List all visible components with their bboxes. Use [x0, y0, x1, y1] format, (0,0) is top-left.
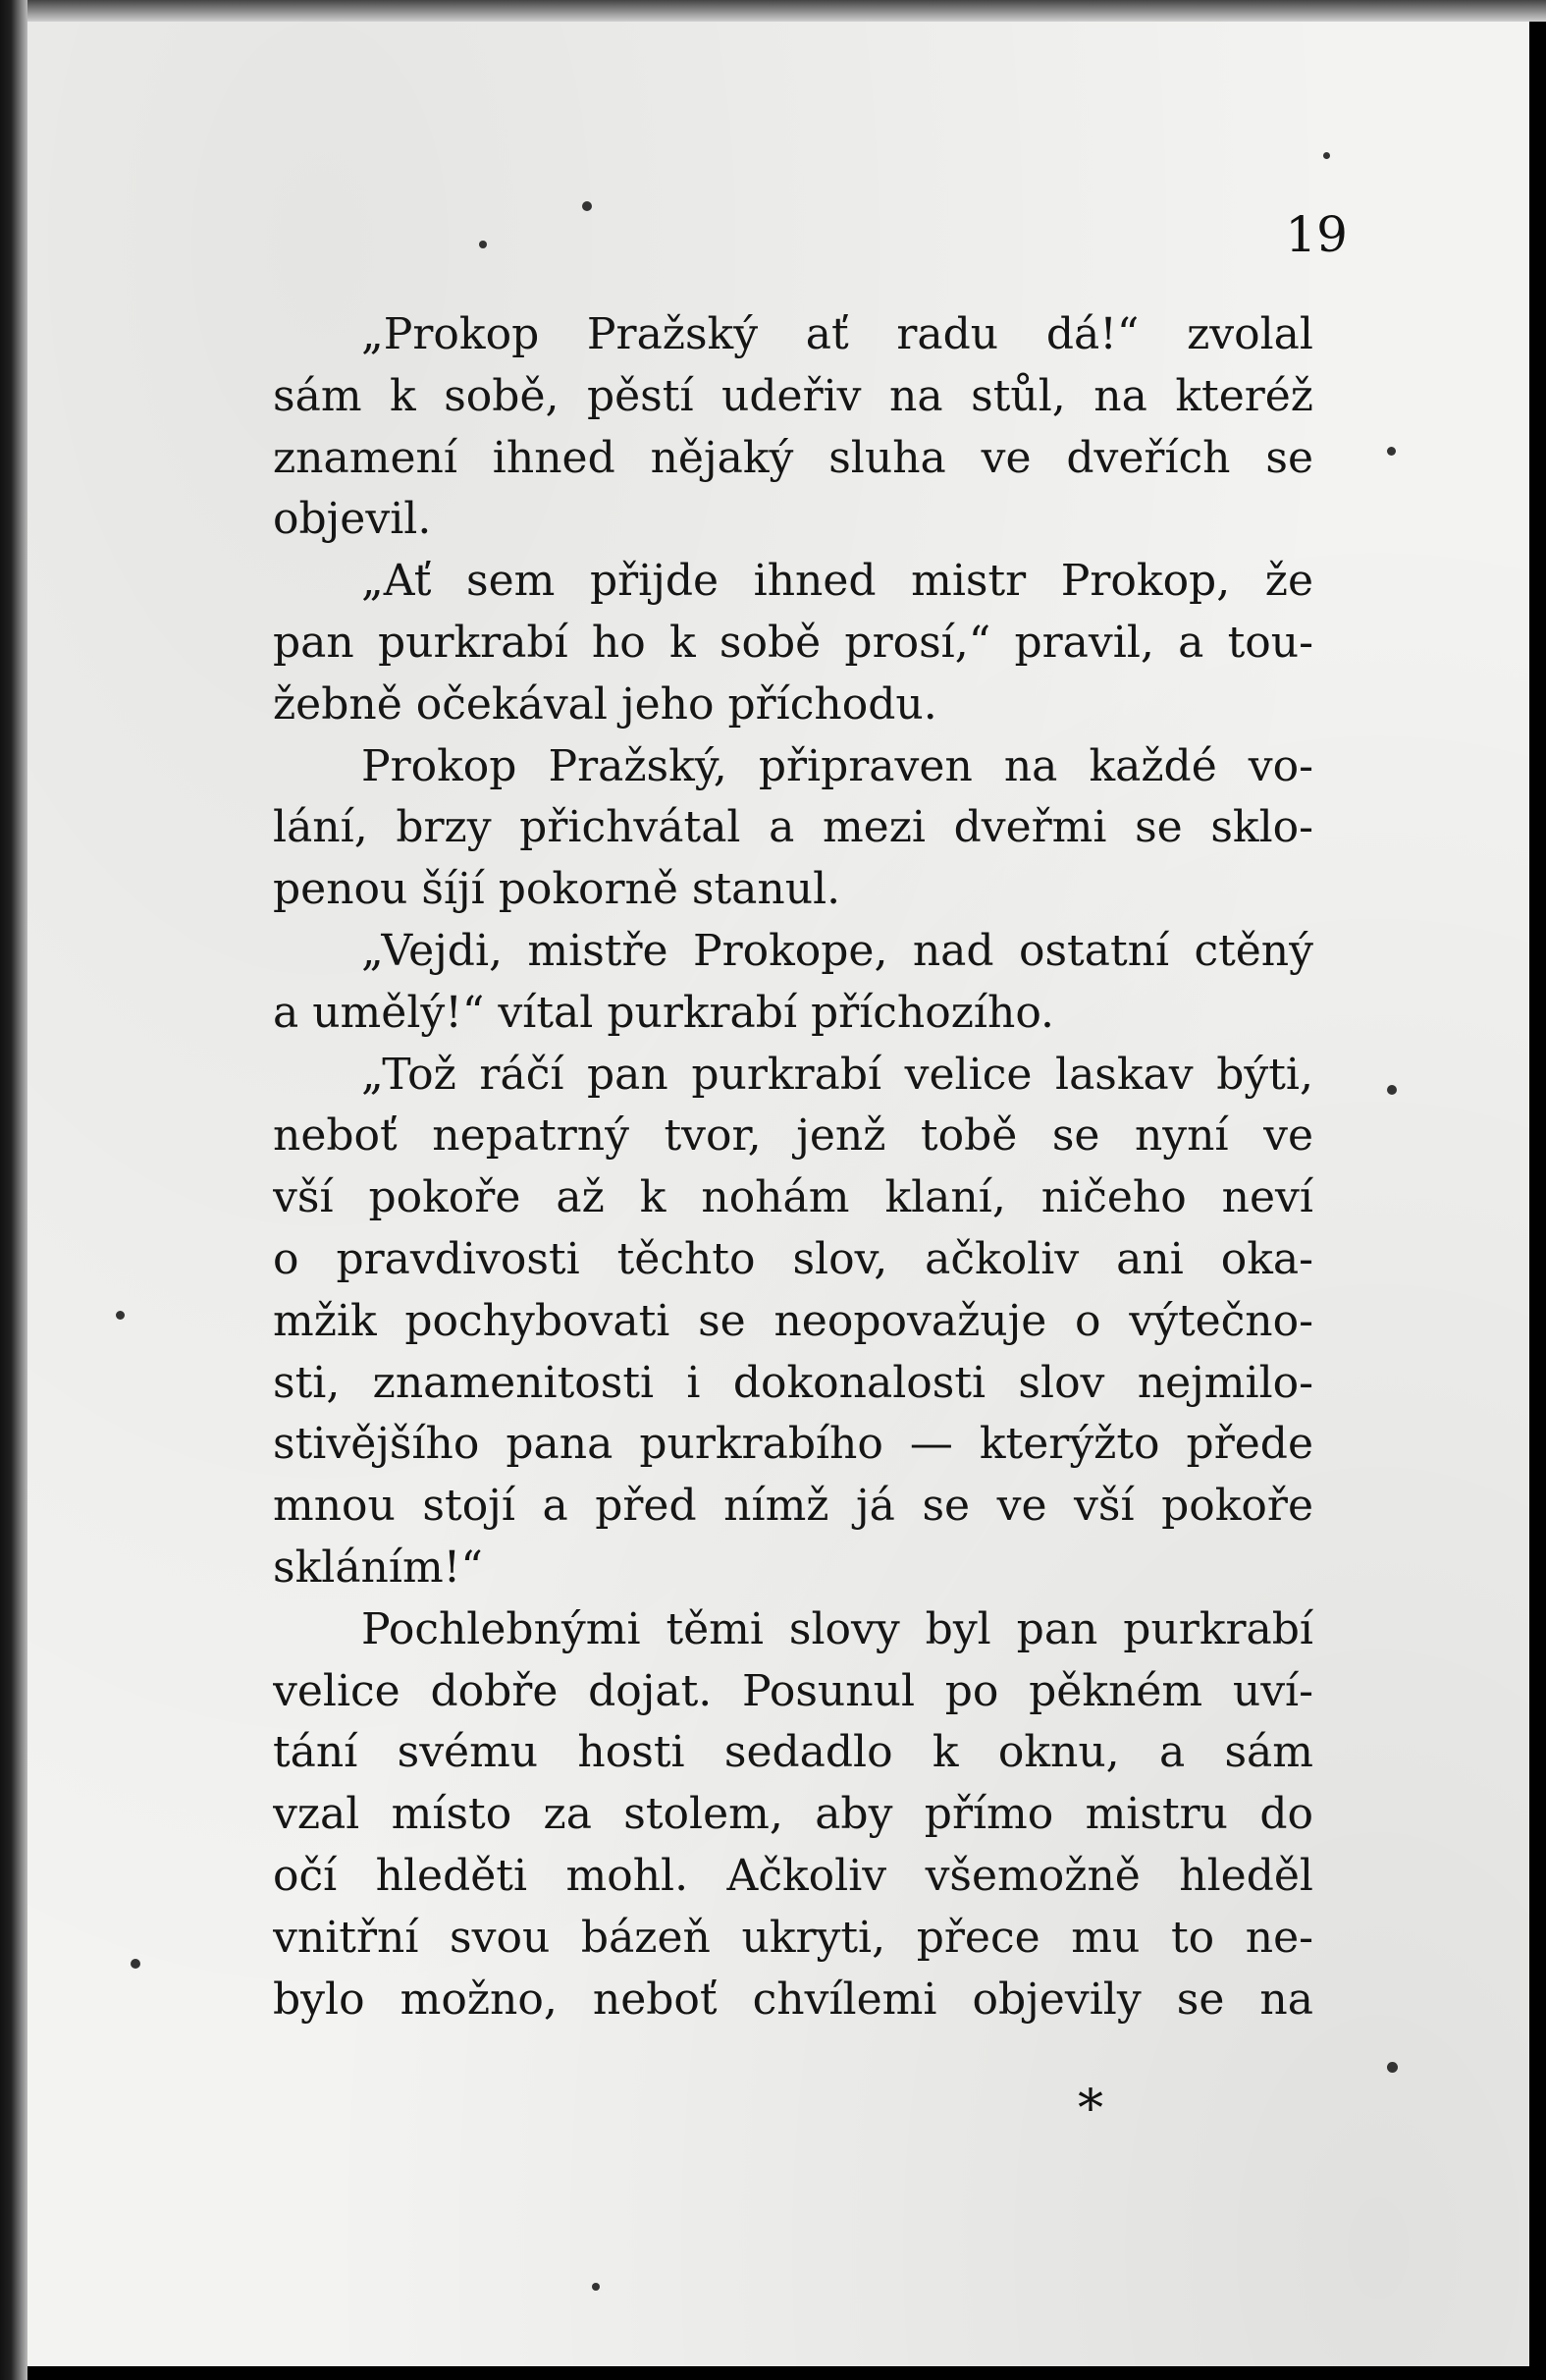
page-number: 19: [1285, 206, 1348, 263]
text-line: a umělý!“ vítal purkrabí příchozího.: [273, 987, 1055, 1038]
text-line: velice dobře dojat. Posunul po pěkném uví-: [273, 1665, 1313, 1716]
scan-speck: [116, 1311, 125, 1320]
text-line: vnitřní svou bázeň ukryti, přece mu to ne-: [273, 1912, 1313, 1963]
text-line: „Prokop Pražský ať radu dá!“ zvolal: [361, 309, 1313, 359]
text-line: sám k sobě, pěstí udeřiv na stůl, na kteréž: [273, 370, 1313, 421]
text-line: „Tož ráčí pan purkrabí velice laskav býti,: [361, 1049, 1313, 1100]
scan-edge-top: [0, 0, 1546, 22]
text-line: očí hleděti mohl. Ačkoliv všemožně hleděl: [273, 1850, 1313, 1901]
scan-edge-left: [0, 0, 27, 2380]
text-line: mžik pochybovati se neopovažuje o výtečno-: [273, 1295, 1313, 1346]
text-line: „Vejdi, mistře Prokope, nad ostatní ctěný: [361, 925, 1313, 976]
body-text: [273, 304, 1313, 2030]
text-line: objevil.: [273, 494, 432, 545]
text-line: tání svému hosti sedadlo k oknu, a sám: [273, 1727, 1313, 1778]
scan-speck: [131, 1959, 140, 1969]
text-line: neboť nepatrný tvor, jenž tobě se nyní ve: [273, 1110, 1313, 1162]
text-line: Pochlebnými těmi slovy byl pan purkrabí: [361, 1603, 1313, 1654]
text-line: vší pokoře až k nohám klaní, ničeho neví: [273, 1172, 1313, 1223]
signature-mark: *: [1078, 2080, 1103, 2138]
text-line: sti, znamenitosti i dokonalosti slov nejmilo-: [273, 1357, 1313, 1408]
text-line: vzal místo za stolem, aby přímo mistru do: [273, 1789, 1313, 1840]
scan-speck: [1387, 2062, 1398, 2073]
text-line: mnou stojí a před nímž já se ve vší pokoře: [273, 1481, 1313, 1532]
text-line: stivějšího pana purkrabího — kterýžto přede: [273, 1419, 1313, 1470]
scan-speck: [592, 2283, 600, 2291]
text-line: penou šíjí pokorně stanul.: [273, 864, 841, 915]
book-page: [18, 10, 1529, 2366]
scan-speck: [582, 201, 592, 211]
scan-speck: [1323, 152, 1330, 159]
text-line: žebně očekával jeho příchodu.: [273, 678, 937, 730]
scan-speck: [1387, 1085, 1397, 1095]
text-line: bylo možno, neboť chvílemi objevily se na: [273, 1974, 1313, 2025]
scan-speck: [479, 241, 487, 248]
scan-speck: [1387, 447, 1396, 456]
text-line: znamení ihned nějaký sluha ve dveřích se: [273, 432, 1313, 483]
text-line: Prokop Pražský, připraven na každé vo-: [361, 740, 1313, 791]
text-line: „Ať sem přijde ihned mistr Prokop, že: [361, 556, 1313, 607]
text-line: pan purkrabí ho k sobě prosí,“ pravil, a tou-: [273, 617, 1313, 668]
text-line: skláním!“: [273, 1542, 483, 1593]
text-line: lání, brzy přichvátal a mezi dveřmi se sklo-: [273, 802, 1313, 853]
text-line: o pravdivosti těchto slov, ačkoliv ani oka-: [273, 1233, 1313, 1284]
